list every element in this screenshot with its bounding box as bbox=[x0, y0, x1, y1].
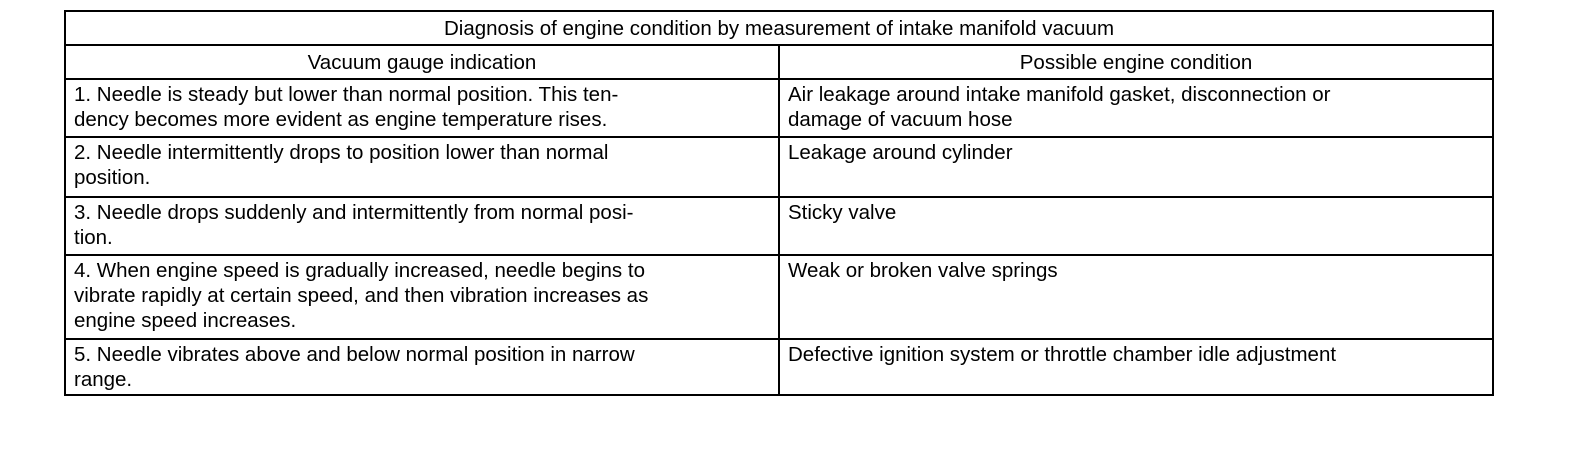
condition-line: Air leakage around intake manifold gasket, disconnection or bbox=[788, 83, 1331, 106]
condition-cell bbox=[779, 137, 1493, 197]
condition-line: Leakage around cylinder bbox=[788, 141, 1013, 164]
table-header-row bbox=[65, 45, 1493, 79]
condition-line: Sticky valve bbox=[788, 201, 897, 224]
table-row bbox=[65, 79, 1493, 137]
indication-line: 2. Needle intermittently drops to position lower than normal bbox=[74, 141, 609, 164]
condition-line: Weak or broken valve springs bbox=[788, 259, 1058, 282]
header-possible-engine-condition: Possible engine condition bbox=[779, 45, 1493, 79]
condition-cell bbox=[779, 339, 1493, 395]
indication-cell bbox=[65, 255, 779, 339]
condition-cell bbox=[779, 255, 1493, 339]
indication-cell bbox=[65, 197, 779, 255]
header-vacuum-gauge-indication: Vacuum gauge indication bbox=[65, 45, 779, 79]
indication-line: 4. When engine speed is gradually increased, needle begins to bbox=[74, 259, 645, 282]
table-title-row bbox=[65, 11, 1493, 45]
condition-cell bbox=[779, 197, 1493, 255]
condition-line: damage of vacuum hose bbox=[788, 108, 1013, 131]
indication-line: 1. Needle is steady but lower than normal position. This ten- bbox=[74, 83, 619, 106]
table-title: Diagnosis of engine condition by measurement of intake manifold vacuum bbox=[65, 11, 1493, 45]
condition-line: Defective ignition system or throttle chamber idle adjustment bbox=[788, 343, 1337, 366]
indication-line: 3. Needle drops suddenly and intermittently from normal posi- bbox=[74, 201, 634, 224]
table-row bbox=[65, 339, 1493, 395]
condition-cell bbox=[779, 79, 1493, 137]
indication-line: tion. bbox=[74, 226, 113, 249]
indication-line: engine speed increases. bbox=[74, 309, 297, 332]
indication-cell bbox=[65, 137, 779, 197]
indication-line: vibrate rapidly at certain speed, and then vibration increases as bbox=[74, 284, 649, 307]
table-row bbox=[65, 197, 1493, 255]
indication-cell bbox=[65, 339, 779, 395]
table-row bbox=[65, 137, 1493, 197]
indication-line: 5. Needle vibrates above and below normal position in narrow bbox=[74, 343, 635, 366]
indication-line: position. bbox=[74, 166, 151, 189]
table-row bbox=[65, 255, 1493, 339]
indication-line: dency becomes more evident as engine temperature rises. bbox=[74, 108, 608, 131]
indication-line: range. bbox=[74, 368, 133, 391]
indication-cell bbox=[65, 79, 779, 137]
diagnosis-table bbox=[64, 10, 1494, 396]
